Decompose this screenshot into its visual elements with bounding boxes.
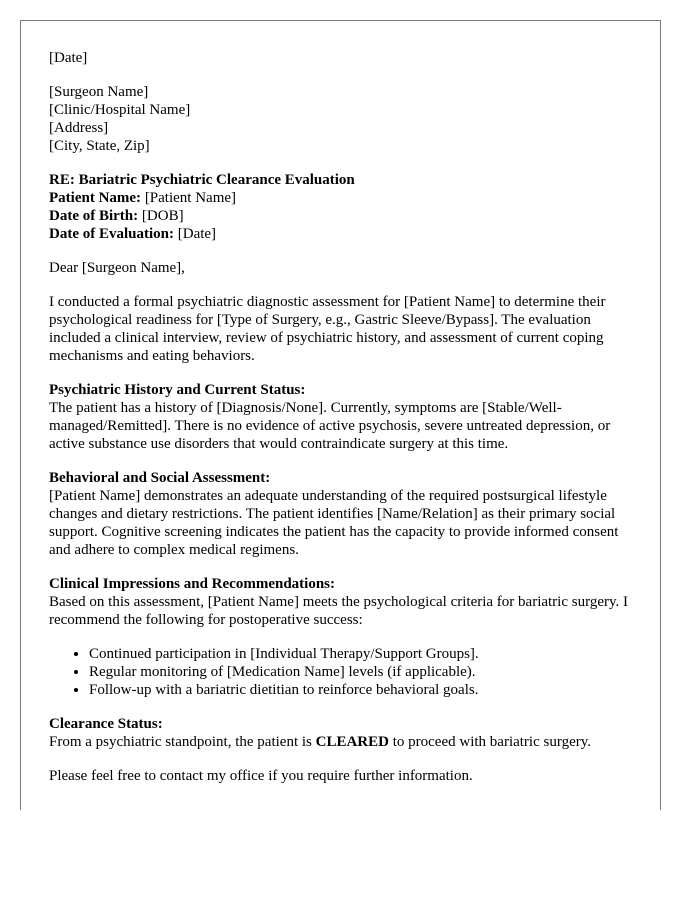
eval-date-label: Date of Evaluation: [49,226,174,242]
recipient-block [49,83,641,155]
clearance-section [49,715,641,751]
patient-name-value: [Patient Name] [144,190,237,206]
intro-paragraph: I conducted a formal psychiatric diagnostic assessment for [Patient Name] to determine their psychological readiness for [Type of Surgery, e.g., Gastric Sleeve/Bypass]. The evaluation included a clinical interview, review of psychiatric history, and assessment of current coping mechanisms and eating behaviors. [49,294,606,364]
recommendations-list [49,645,641,699]
recipient-name: [Surgeon Name] [49,84,149,100]
clearance-heading: Clearance Status: [49,716,163,732]
recipient-address: [Address] [49,120,109,136]
eval-date-value: [Date] [177,226,217,242]
history-heading: Psychiatric History and Current Status: [49,382,306,398]
closing-paragraph: Please feel free to contact my office if you require further information. [49,768,473,784]
letter-body [49,49,641,801]
dob-label: Date of Birth: [49,208,139,224]
recipient-city-state-zip: [City, State, Zip] [49,138,150,154]
history-section [49,381,641,453]
salutation: Dear [Surgeon Name], [49,260,185,276]
recommendations-section [49,575,641,629]
clearance-body-after: to proceed with bariatric surgery. [388,734,591,750]
clearance-body-before: From a psychiatric standpoint, the patient is [49,734,316,750]
recommendations-body: Based on this assessment, [Patient Name] meets the psychological criteria for bariatric surgery. I recommend the following for postoperative success: [49,594,628,628]
eval-date-line [49,225,641,243]
list-item: • Continued participation in [Individual Therapy/Support Groups]. [89,645,641,663]
dob-line [49,207,641,225]
behavioral-body: [Patient Name] demonstrates an adequate understanding of the required postsurgical lifestyle changes and dietary restrictions. The patient identifies [Name/Relation] as their primary social support. Cognitive screening indicates the patient has the capacity to provide informed consent and adhere to complex medical regimens. [49,488,619,558]
list-item: • Follow-up with a bariatric dietitian to reinforce behavioral goals. [89,681,641,699]
clearance-body [49,733,641,751]
dob-value: [DOB] [141,208,184,224]
patient-name-line [49,189,641,207]
clearance-status: CLEARED [315,734,389,750]
history-body: The patient has a history of [Diagnosis/None]. Currently, symptoms are [Stable/Well-managed/Remitted]. There is no evidence of active psychosis, severe untreated depression, or active substance use disorders that would contraindicate surgery at this time. [49,400,611,452]
behavioral-section [49,469,641,559]
letter-page [20,20,661,810]
re-block [49,171,641,243]
re-subject: RE: Bariatric Psychiatric Clearance Evaluation [49,172,355,188]
recipient-facility: [Clinic/Hospital Name] [49,102,191,118]
list-item: • Regular monitoring of [Medication Name] levels (if applicable). [89,663,641,681]
behavioral-heading: Behavioral and Social Assessment: [49,470,271,486]
patient-name-label: Patient Name: [49,190,142,206]
letter-date: [Date] [49,50,88,66]
recommendations-heading: Clinical Impressions and Recommendations: [49,576,335,592]
